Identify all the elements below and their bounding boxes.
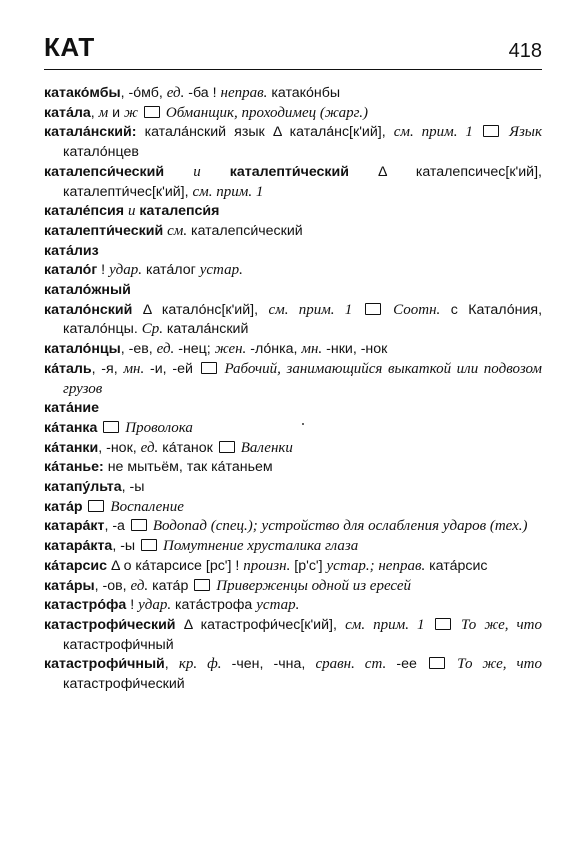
entry-label: Помутнение хрусталика глаза [163,538,359,555]
dictionary-entry [44,301,542,340]
entry-label: ед. [140,439,159,456]
dictionary-entry [44,655,542,694]
entry-headword: ката́ры [44,577,95,594]
entry-text: ката́строфа [171,597,257,614]
entry-text [201,164,230,180]
entry-label: ед. [156,341,175,358]
entry-headword: ката́ла [44,104,91,121]
entry-label: То же, что [460,616,542,633]
dictionary-entry [44,498,542,518]
dictionary-entry [44,439,542,459]
entry-text: с Катало́ния, катало́нцы. [63,301,543,338]
entry-label: Язык [509,124,542,141]
entry-text: катала́нский язык Δ катала́нс[кʹий], [136,124,394,141]
dictionary-entry [44,163,542,202]
entry-headword: ка́тарсис [44,557,107,574]
entry-text: ка́танок [158,439,217,456]
entry-headword: катастрофи́чный [44,656,165,673]
entry-label: Приверженцы одной из ересей [216,577,412,594]
dictionary-entry [44,478,542,498]
entry-text [97,420,101,436]
meaning-box-icon [429,657,445,669]
meaning-box-icon [194,579,210,591]
entry-text: катако́нбы [267,85,341,101]
entry-headword: ка́танье: [44,459,104,476]
entry-text: -ло́нка, [246,341,302,358]
entry-label: кр. ф. [178,656,222,673]
entry-text [447,656,457,672]
entry-text [383,302,393,318]
entry-text: -ба ! [184,85,221,101]
dictionary-entry [44,261,542,281]
header-word: КАТ [44,32,95,62]
dictionary-entry [44,123,542,162]
dictionary-entry [44,537,542,557]
entry-label: и [193,163,201,180]
entry-headword: катастрофи́ческий [44,616,176,633]
meaning-box-icon [141,539,157,551]
entry-headword: катапу́льта [44,479,122,496]
entry-headword: катако́мбы [44,85,121,101]
entry-text [83,499,87,515]
entry-text: ! [126,597,139,614]
entry-headword: катало́г [44,262,98,279]
entry-text: ката́рсис [425,557,488,574]
entry-label: мн. [123,360,145,377]
entry-headword: катало́нский [44,301,133,318]
entry-text: ката́р [148,577,193,594]
entry-headword: каталепси́ческий [44,163,165,180]
entry-headword: катастро́фа [44,597,127,614]
entry-headword: катале́псия [44,203,125,220]
dictionary-entry [44,399,542,419]
entry-label: см. прим. 1 [345,616,425,633]
entry-label: Валенки [240,439,293,456]
entry-label: Ср. [141,321,163,338]
entry-text: катастрофи́ческий [63,676,185,693]
entry-label: устар. [256,597,300,614]
dictionary-entry [44,84,542,104]
dictionary-entry [44,242,542,262]
dictionary-entry [44,104,542,124]
entry-label: Обманщик, проходимец (жарг.) [165,104,369,121]
entry-text: каталепси́ческий [187,222,303,239]
meaning-box-icon [103,421,119,433]
entry-headword: ката́ние [44,400,100,417]
entry-text [453,617,461,633]
dictionary-entry [44,557,542,577]
meaning-box-icon [219,441,235,453]
entry-label: мн. [301,341,323,358]
dictionary-entry [44,458,542,478]
meaning-box-icon [88,500,104,512]
entry-text: и [108,104,125,121]
entry-headword: ка́таль [44,360,92,377]
dictionary-entry [44,281,542,301]
entry-text [473,124,481,140]
entry-label: м [98,104,109,121]
entry-headword: катара́кт [44,518,105,535]
meaning-box-icon [483,125,499,137]
meaning-box-icon [365,303,381,315]
entry-text: Δ катастрофи́чес[кʹий], [175,616,346,633]
entry-headword: катала́нский: [44,124,137,141]
dictionary-page [44,32,542,695]
entry-headword: каталепси́я [139,203,220,220]
entry-label: ед. [166,85,185,101]
meaning-box-icon [131,519,147,531]
page-header [44,32,542,70]
entry-label: произн. [243,557,291,574]
dictionary-entry [44,419,542,439]
entry-headword: катара́кта [44,538,113,555]
entry-label: удар. [109,262,143,279]
entry-text: -нки, -нок [322,341,388,358]
entry-headword: ка́танки [44,439,99,456]
entry-label: Воспаление [110,498,184,515]
entry-text: Δ о ка́тарсисе [рсʹ] ! [107,557,244,574]
entry-label: удар. [138,597,172,614]
entry-headword: ка́танка [44,419,98,436]
entry-text: катало́нцев [63,144,139,161]
entry-text [164,164,193,180]
entry-text [138,105,142,121]
entry-text: ! [97,262,110,279]
dictionary-entry [44,340,542,360]
page-number: 418 [508,40,542,62]
entry-label: То же, что [457,656,542,673]
entry-text: Δ каталепсичес[кʹий], каталепти́чес[кʹий], [63,163,542,200]
meaning-box-icon [201,362,217,374]
dictionary-entry [44,577,542,597]
meaning-box-icon [144,106,160,118]
entry-label: ж [124,104,138,121]
entry-label: неправ. [220,85,268,101]
entry-text: , -ы [121,479,145,496]
entry-text: -и, -ей [144,360,199,377]
entry-label: устар.; неправ. [326,557,426,574]
entry-text: -чен, -чна, [221,656,316,673]
entry-text [501,124,509,140]
entry-text [352,302,362,318]
entry-label: ед. [130,577,149,594]
dictionary-entry [44,596,542,616]
entry-text: не мытьём, так ка́таньем [103,459,273,476]
entry-text: -нец; [174,341,215,358]
dictionary-entry [44,616,542,655]
entry-label: сравн. ст. [315,656,387,673]
entry-text: , -ов, [94,577,131,594]
entry-label: устар. [199,262,243,279]
entry-headword: катало́нцы [44,341,121,358]
entry-label: и [127,203,136,220]
dictionary-entry [44,222,542,242]
entry-text: , -нок, [98,439,141,456]
entry-text: , [164,656,179,673]
entry-text: катастрофи́чный [63,636,174,653]
meaning-box-icon [435,618,451,630]
dictionary-entry [44,517,542,537]
entry-headword: ката́лиз [44,242,99,259]
entry-headword: катало́жный [44,282,131,299]
dictionary-entry [44,360,542,399]
entry-headword: ката́р [44,498,83,515]
entry-text: , -а [104,518,129,535]
entry-text: , -о́мб, [120,85,167,101]
entry-text [425,617,433,633]
entry-label: Рабочий, занимающийся выкаткой или подвозом грузов [63,360,542,397]
dictionary-entry [44,202,542,222]
entry-text: ката́лог [142,262,200,279]
entry-text: , [90,104,99,121]
entry-headword: каталепти́ческий [44,222,164,239]
entry-label: см. прим. 1 [393,124,473,141]
entry-label: см. прим. 1 [192,183,264,200]
entry-text: -ее [386,656,427,673]
entry-text: [рʹсʹ] [290,557,327,574]
speck [302,423,304,425]
entry-label: см. прим. 1 [268,301,353,318]
entry-text: , -ы [112,538,140,555]
entry-label: Соотн. [393,301,441,318]
entry-text: катала́нский [162,321,249,338]
entry-text: , -ев, [120,341,157,358]
entry-label: Водопад (спец.); устройство для ослабления ударов (тех.) [152,518,528,535]
entry-text: , -я, [91,360,124,377]
entry-label: Проволока [125,419,193,436]
entry-list [44,84,542,695]
entry-label: жен. [214,341,247,358]
entry-text: Δ катало́нс[кʹий], [132,301,269,318]
entry-headword: каталепти́ческий [229,163,349,180]
entry-label: см. [167,222,188,239]
